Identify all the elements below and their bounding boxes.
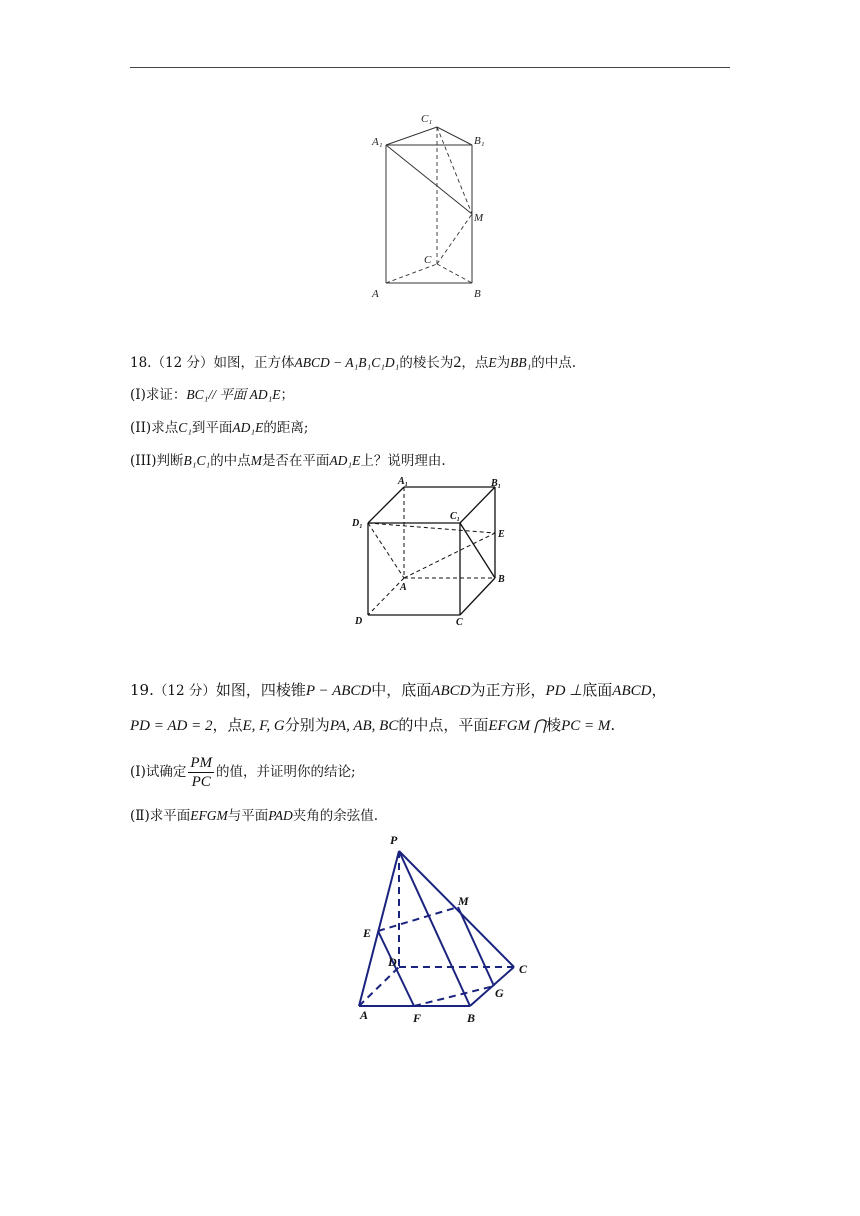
q18-part3: (III)判断B₁C₁的中点M是否在平面AD₁E上？说明理由. [130, 453, 446, 469]
label-p: P [390, 833, 398, 847]
q18-number: 18. [130, 355, 152, 371]
label-b: B [467, 1011, 476, 1025]
q18-stem: 18.（12 分）如图，正方体ABCD − A₁B₁C₁D₁的棱长为2，点E为BB₁的中点. [130, 354, 577, 371]
label-e: E [498, 529, 505, 540]
label-g: G [495, 986, 504, 1000]
label-b1: B₁ [491, 478, 502, 489]
label-a: A [360, 1008, 369, 1022]
label-m: M [474, 212, 484, 224]
label-d1: D₁ [352, 518, 363, 529]
label-f: F [413, 1011, 422, 1025]
label-c1: C₁ [450, 511, 461, 522]
label-a: A [400, 582, 407, 593]
q18-score: （12 分） [151, 355, 214, 371]
q19-part2: (Ⅱ)求平面EFGM与平面PAD夹角的余弦值. [130, 808, 379, 824]
label-c: C [456, 617, 463, 628]
label-a1: A₁ [372, 136, 383, 148]
seg-m-g [458, 907, 494, 986]
q18-part1: (I)求证：BC₁// 平面 AD₁E； [130, 387, 295, 403]
edge-b-c [470, 967, 514, 1006]
label-c: C [424, 254, 432, 266]
label-c1: C₁ [421, 113, 433, 125]
label-a: A [372, 288, 379, 300]
label-b: B [474, 288, 481, 300]
label-b1: B₁ [474, 135, 485, 147]
label-b: B [498, 574, 505, 585]
q18-edge: 2 [453, 354, 462, 371]
q19-number: 19. [130, 681, 154, 699]
q18-cube-name: ABCD − A₁B₁C₁D₁ [294, 355, 400, 370]
edge-p-b [399, 851, 470, 1006]
label-a1: A₁ [398, 476, 409, 487]
q18-part2: (II)求点C₁到平面AD₁E的距离; [130, 420, 309, 436]
label-d: D [388, 955, 397, 969]
q19-score: （12 分） [153, 683, 216, 699]
q19-part1: (Ⅰ)试确定 $\frac{PM}{PC}$ 的值，并证明你的结论; [130, 755, 356, 790]
seg-e-m [378, 907, 458, 931]
fraction-pm-pc: $\frac{PM}{PC}$ [190, 755, 213, 790]
label-e: E [363, 926, 372, 940]
edge-p-c [399, 851, 514, 967]
q19-stem-line1: 19.（12 分）如图，四棱锥P − ABCD中，底面ABCD为正方形，PD ⊥底面ABCD， [130, 681, 667, 699]
label-d: D [355, 616, 363, 627]
label-c: C [519, 962, 528, 976]
label-m: M [458, 894, 469, 908]
q19-stem-line2: PD = AD = 2，点E, F, G分别为PA, AB, BC的中点，平面EFGM ⋂棱PC = M. [130, 716, 616, 734]
